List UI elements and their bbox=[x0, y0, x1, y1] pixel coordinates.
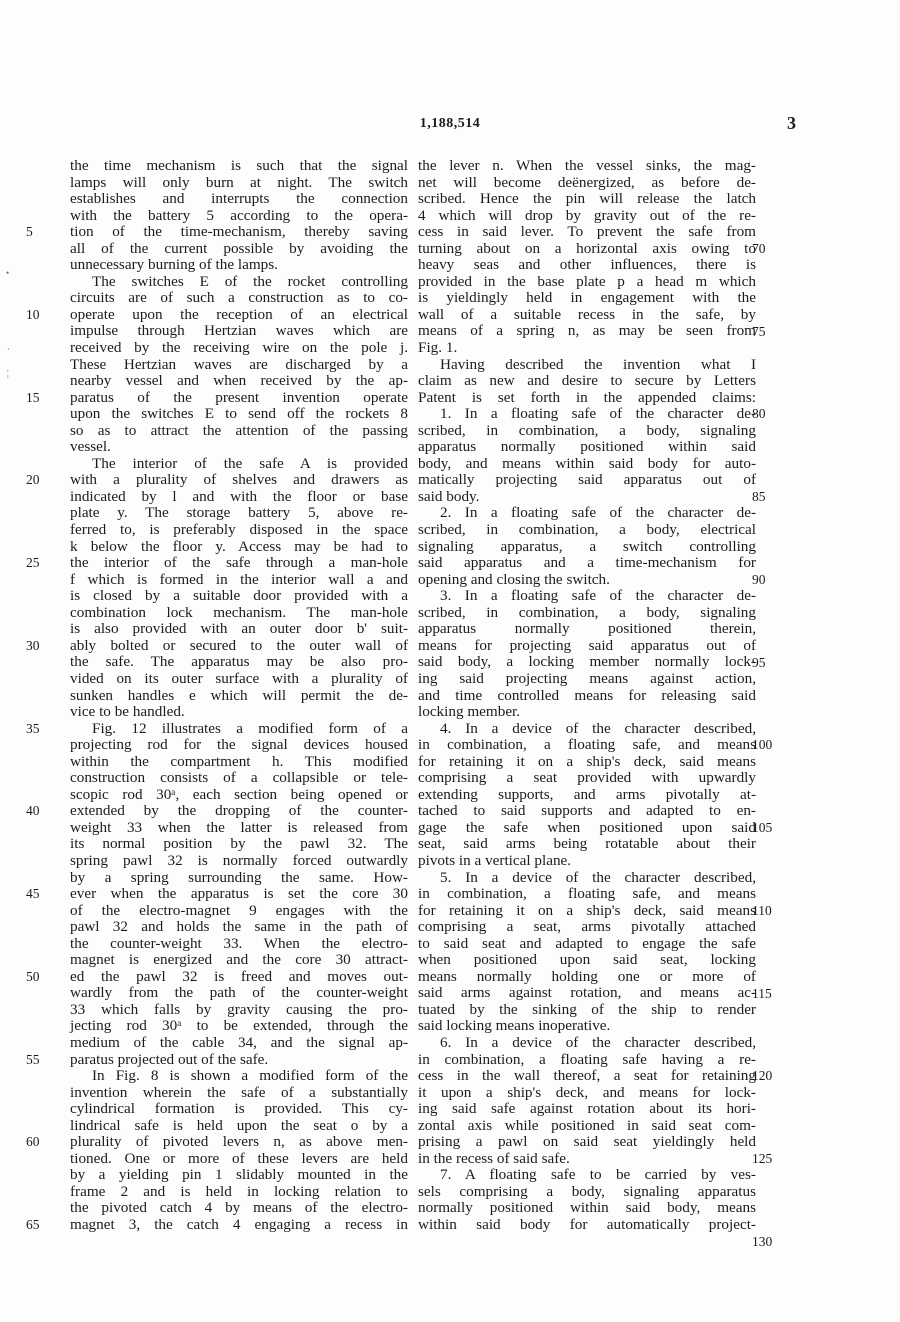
text-line: Patent is set forth in the appended claims: bbox=[418, 388, 756, 406]
text-line: ing said projecting means against action, bbox=[418, 669, 756, 687]
line-number: 125 bbox=[752, 1151, 773, 1166]
patent-number: 1,188,514 bbox=[419, 116, 481, 131]
text-line: the safe. The apparatus may be also pro- bbox=[70, 653, 408, 671]
line-number: 10 bbox=[26, 306, 40, 322]
text-line: medium of the cable 34, and the signal ap- bbox=[70, 1033, 408, 1051]
text-line: its normal position by the pawl 32. The bbox=[70, 835, 408, 853]
text-line: ing said safe against rotation about its hori- bbox=[418, 1100, 756, 1118]
text-line: it upon a ship's deck, and means for lock- bbox=[418, 1083, 756, 1101]
text-line: said apparatus and a time-mechanism for bbox=[418, 554, 756, 572]
text-line: In Fig. 8 is shown a modified form of the bbox=[92, 1067, 408, 1085]
text-line: vessel. bbox=[70, 438, 111, 456]
text-line: indicated by l and with the floor or base bbox=[70, 487, 408, 505]
text-line: circuits are of such a construction as to co- bbox=[70, 289, 408, 307]
text-line: 2. In a floating safe of the character de- bbox=[440, 504, 756, 522]
page-number: 3 bbox=[787, 113, 796, 133]
text-line: tuated by the sinking of the ship to render bbox=[418, 1000, 756, 1018]
left-column bbox=[70, 158, 408, 1234]
line-number: 100 bbox=[752, 737, 773, 753]
margin-speck: · bbox=[7, 344, 10, 354]
text-line: net will become deënergized, as before de- bbox=[418, 173, 756, 191]
text-line: heavy seas and other influences, there is bbox=[418, 256, 756, 274]
text-line: operate upon the reception of an electrical bbox=[70, 305, 408, 323]
text-line: for retaining it on a ship's deck, said means bbox=[418, 752, 756, 770]
text-line: vice to be handled. bbox=[70, 703, 185, 721]
text-line: cess in said lever. To prevent the safe from bbox=[418, 223, 756, 241]
text-line: seat, said arms being rotatable about their bbox=[418, 835, 756, 853]
text-line: turning about on a horizontal axis owing to bbox=[418, 239, 756, 257]
text-line: The switches E of the rocket controlling bbox=[92, 272, 408, 290]
text-line: by a spring surrounding the same. How- bbox=[70, 868, 408, 886]
text-line: is also provided with an outer door b' suit- bbox=[70, 620, 408, 638]
text-line: 5. In a device of the character described, bbox=[440, 868, 756, 886]
text-line: plurality of pivoted levers n, as above men- bbox=[70, 1133, 408, 1151]
text-line: paratus projected out of the safe. bbox=[70, 1050, 269, 1068]
text-line: tion of the time-mechanism, thereby saving bbox=[70, 223, 408, 241]
text-line: impulse through Hertzian waves which are bbox=[70, 322, 408, 340]
text-line: gage the safe when positioned upon said bbox=[418, 818, 756, 836]
text-line: nearby vessel and when received by the ap- bbox=[70, 372, 408, 390]
text-line: jecting rod 30ᵃ to be extended, through the bbox=[70, 1017, 408, 1035]
line-number: 130 bbox=[752, 1233, 773, 1249]
text-line: ably bolted or secured to the outer wall of bbox=[70, 636, 408, 654]
line-number: 15 bbox=[26, 389, 40, 405]
text-line: is closed by a suitable door provided with a bbox=[70, 587, 408, 605]
text-line: The interior of the safe A is provided bbox=[92, 454, 408, 472]
line-number: 50 bbox=[26, 968, 40, 984]
text-line: spring pawl 32 is normally forced outwardly bbox=[70, 851, 408, 869]
text-line: body, and means within said body for auto- bbox=[418, 454, 756, 472]
text-line: cylindrical formation is provided. This cy- bbox=[70, 1100, 408, 1118]
text-line: scribed, in combination, a body, signaling bbox=[418, 603, 756, 621]
text-line: cess in the wall thereof, a seat for retaining bbox=[418, 1067, 756, 1085]
text-line: normally positioned within said body, means bbox=[418, 1199, 756, 1217]
text-line: lamps will only burn at night. The switch bbox=[70, 173, 408, 191]
text-line: with a plurality of shelves and drawers as bbox=[70, 471, 408, 489]
text-line: wall of a suitable recess in the safe, by bbox=[418, 305, 756, 323]
text-line: magnet is energized and the core 30 attract- bbox=[70, 951, 408, 969]
line-number: 65 bbox=[26, 1217, 40, 1233]
text-line: 6. In a device of the character described, bbox=[440, 1033, 756, 1051]
text-line: zontal axis while positioned in said seat com- bbox=[418, 1116, 756, 1134]
text-line: projecting rod for the signal devices housed bbox=[70, 736, 408, 754]
text-line: to said seat and adapted to engage the safe bbox=[418, 934, 756, 952]
text-line: signaling apparatus, a switch controlling bbox=[418, 537, 756, 555]
text-line: These Hertzian waves are discharged by a bbox=[70, 355, 408, 373]
text-line: paratus of the present invention operate bbox=[70, 388, 408, 406]
line-number: 120 bbox=[752, 1068, 773, 1084]
text-line: weight 33 when the latter is released from bbox=[70, 818, 408, 836]
text-line: apparatus normally positioned within said bbox=[418, 438, 756, 456]
text-line: comprising a seat, arms pivotally attached bbox=[418, 918, 756, 936]
line-number: 90 bbox=[752, 571, 766, 587]
text-line: vided on its outer surface with a plurality of bbox=[70, 669, 408, 687]
line-number: 80 bbox=[752, 406, 766, 422]
text-line: 1. In a floating safe of the character de- bbox=[440, 405, 756, 423]
text-line: so as to attract the attention of the passing bbox=[70, 421, 408, 439]
text-line: unnecessary burning of the lamps. bbox=[70, 256, 278, 274]
text-line: within said body for automatically project- bbox=[418, 1216, 756, 1233]
text-line: said arms against rotation, and means ac- bbox=[418, 984, 756, 1002]
line-number: 20 bbox=[26, 472, 40, 488]
text-line: construction consists of a collapsible or tele- bbox=[70, 769, 408, 787]
line-number: 95 bbox=[752, 654, 766, 670]
text-line: k below the floor y. Access may be had to bbox=[70, 537, 408, 555]
text-line: and time controlled means for releasing said bbox=[418, 686, 756, 704]
text-line: prising a pawl on said seat yieldingly held bbox=[418, 1133, 756, 1151]
line-number: 60 bbox=[26, 1134, 40, 1150]
text-line: the interior of the safe through a man-hole bbox=[70, 554, 408, 572]
text-line: magnet 3, the catch 4 engaging a recess in bbox=[70, 1216, 408, 1233]
text-line: 7. A floating safe to be carried by ves- bbox=[440, 1166, 756, 1184]
text-line: scribed, in combination, a body, electrical bbox=[418, 521, 756, 539]
text-line: provided in the base plate p a head m which bbox=[418, 272, 756, 290]
line-number: 75 bbox=[752, 323, 766, 339]
text-line: in combination, a floating safe, and means bbox=[418, 885, 756, 903]
text-line: scopic rod 30ᵃ, each section being opened or bbox=[70, 785, 408, 803]
text-line: received by the receiving wire on the pole j. bbox=[70, 339, 408, 357]
line-number: 55 bbox=[26, 1051, 40, 1067]
text-line: claim as new and desire to secure by Letters bbox=[418, 372, 756, 390]
text-line: the lever n. When the vessel sinks, the mag- bbox=[418, 157, 756, 174]
margin-speck: • bbox=[6, 268, 10, 278]
text-line: of the electro-magnet 9 engages with the bbox=[70, 901, 408, 919]
text-line: for retaining it on a ship's deck, said means bbox=[418, 901, 756, 919]
text-line: in the recess of said safe. bbox=[418, 1149, 570, 1167]
text-line: establishes and interrupts the connection bbox=[70, 190, 408, 208]
text-line: 4 which will drop by gravity out of the re- bbox=[418, 206, 756, 224]
text-line: Fig. 12 illustrates a modified form of a bbox=[92, 719, 408, 737]
text-line: means of a spring n, as may be seen from bbox=[418, 322, 756, 340]
text-line: 33 which falls by gravity causing the pro- bbox=[70, 1000, 408, 1018]
text-line: pawl 32 and holds the same in the path of bbox=[70, 918, 408, 936]
text-line: means normally holding one or more of bbox=[418, 967, 756, 985]
text-line: 3. In a floating safe of the character de- bbox=[440, 587, 756, 605]
text-line: extended by the dropping of the counter- bbox=[70, 802, 408, 820]
text-line: apparatus normally positioned therein, bbox=[418, 620, 756, 638]
text-line: 4. In a device of the character described, bbox=[440, 719, 756, 737]
text-line: upon the switches E to send off the rockets 8 bbox=[70, 405, 408, 423]
text-line: when positioned upon said seat, locking bbox=[418, 951, 756, 969]
text-line: opening and closing the switch. bbox=[418, 570, 610, 588]
text-line: ed the pawl 32 is freed and moves out- bbox=[70, 967, 408, 985]
text-line: tioned. One or more of these levers are held bbox=[70, 1149, 408, 1167]
text-line: the counter-weight 33. When the electro- bbox=[70, 934, 408, 952]
line-number: 105 bbox=[752, 820, 773, 835]
text-line: said locking means inoperative. bbox=[418, 1017, 611, 1035]
line-number: 115 bbox=[752, 985, 772, 1001]
text-line: combination lock mechanism. The man-hole bbox=[70, 603, 408, 621]
line-number: 30 bbox=[26, 637, 40, 653]
text-line: by a yielding pin 1 slidably mounted in the bbox=[70, 1166, 408, 1184]
margin-speck: ¦ bbox=[7, 368, 9, 378]
text-line: matically projecting said apparatus out of bbox=[418, 471, 756, 489]
text-line: is yieldingly held in engagement with the bbox=[418, 289, 756, 307]
text-line: within the compartment h. This modified bbox=[70, 752, 408, 770]
text-line: comprising a seat provided with upwardly bbox=[418, 769, 756, 787]
text-line: the pivoted catch 4 by means of the electro- bbox=[70, 1199, 408, 1217]
text-line: lindrical safe is held upon the seat o by a bbox=[70, 1116, 408, 1134]
text-line: said body. bbox=[418, 487, 480, 505]
text-line: all of the current possible by avoiding the bbox=[70, 239, 408, 257]
line-number: 25 bbox=[26, 555, 40, 571]
text-line: the time mechanism is such that the signal bbox=[70, 157, 408, 174]
text-line: tached to said supports and adapted to en- bbox=[418, 802, 756, 820]
line-number: 70 bbox=[752, 240, 766, 256]
text-line: means for projecting said apparatus out of bbox=[418, 636, 756, 654]
text-line: invention wherein the safe of a substantially bbox=[70, 1083, 408, 1101]
text-line: frame 2 and is held in locking relation to bbox=[70, 1182, 408, 1200]
text-line: f which is formed in the interior wall a and bbox=[70, 570, 408, 588]
text-line: plate y. The storage battery 5, above re- bbox=[70, 504, 408, 522]
text-line: scribed. Hence the pin will release the latch bbox=[418, 190, 756, 208]
line-number: 110 bbox=[752, 902, 772, 918]
text-line: wardly from the path of the counter-weight bbox=[70, 984, 408, 1002]
text-line: sunken handles e which will permit the de- bbox=[70, 686, 408, 704]
text-line: sels comprising a body, signaling apparatus bbox=[418, 1182, 756, 1200]
text-line: Having described the invention what I bbox=[440, 355, 756, 373]
line-number: 85 bbox=[752, 489, 766, 504]
text-line: in combination, a floating safe, and means bbox=[418, 736, 756, 754]
text-line: said body, a locking member normally lock- bbox=[418, 653, 756, 671]
line-number: 40 bbox=[26, 803, 40, 819]
text-line: Fig. 1. bbox=[418, 339, 458, 357]
line-number: 5 bbox=[26, 224, 33, 240]
text-line: pivots in a vertical plane. bbox=[418, 851, 572, 869]
line-number: 45 bbox=[26, 886, 40, 902]
text-line: scribed, in combination, a body, signaling bbox=[418, 421, 756, 439]
line-number: 35 bbox=[26, 720, 40, 736]
text-line: in combination, a floating safe having a re- bbox=[418, 1050, 756, 1068]
text-line: ever when the apparatus is set the core 30 bbox=[70, 885, 408, 903]
right-column bbox=[418, 158, 756, 1234]
text-line: ferred to, is preferably disposed in the space bbox=[70, 521, 408, 539]
text-line: with the battery 5 according to the opera- bbox=[70, 206, 408, 224]
text-line: locking member. bbox=[418, 703, 521, 721]
text-line: extending supports, and arms pivotally at- bbox=[418, 785, 756, 803]
